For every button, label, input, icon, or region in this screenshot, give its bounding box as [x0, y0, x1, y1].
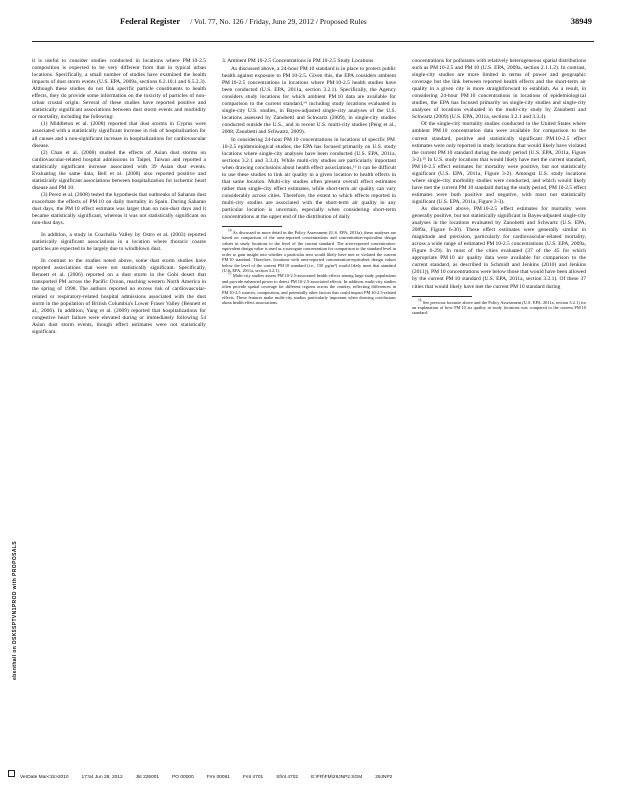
footer-file: E:\FR\FM\29JNP2.SGM: [311, 774, 363, 780]
sidebar-margin-note: ebenthall on DSK5SPTVN1PROD with PROPOSALS: [12, 540, 18, 680]
footer-sfmt: Sfmt 4702: [276, 774, 299, 780]
page-number: 38949: [570, 16, 592, 26]
footnote-mark: 15: [228, 271, 232, 276]
paragraph: In considering 24-hour PM 10 concentrations in locations of specific PM 10-2.5 epidemiological studies, the EPA has focused primarily on U.S. study locations where single-city analyses have been conducted (U.S. EPA, 2011a, sections 3.2.1 and 3.3.4). While multi-city studies are particularly important when drawing conclusions about health effect associations,¹⁵ it can be difficult to use these studies to link air quality in a given location to health effects in that same location. Multi-city studies often present overall effect estimates rather than single-city effect estimates, while short-term air quality can vary considerably across cities. Therefore, the extent to which effects reported in multi-city studies are associated with the short-term air quality in any particular location is uncertain, especially when considering short-term concentrations at the upper end of the distribution of daily: [222, 136, 396, 221]
footnote-text: See previous footnote above and the Policy Assessment (U.S. EPA, 2011a, section 3.2.1) for an explanation of how PM 10 air quality in study locations was compared to the current PM 10 standard.: [412, 299, 586, 316]
text-column-3: [412, 58, 586, 758]
paragraph: In contrast to the studies noted above, some dust storm studies have reported associations that were not statistically significant. Specifically, Bennett et al. (2006) reported on a dust storm in the Gobi desert that transported PM across the Pacific Ocean, reaching western North America in the spring of 1998. The authors reported no excess risk of cardiovascular-related or respiratory-related hospital admissions associated with the dust storm in the population of British Columbia's Lower Fraser Valley (Bennett et al., 2006). In addition, Yang et al. (2009) reported that hospitalizations for congestive heart failure were elevated during or immediately following 54 Asian dust storm events, though effect estimates were not statistically significant.: [32, 258, 206, 335]
header-rule: [32, 41, 594, 42]
footnote-text: As discussed in more detail in the Policy Assessment (U.S. EPA, 2011a), these analyses are based on comparison of the area-reported concentrations and concentration-equivalent design values in study locations to the level of the current standard. The area-reported concentration-equivalent design value is used as a surrogate concentration for comparison to the standard level in order to gain insight into whether a particular area would likely have met or violated the current PM 10 standard. Therefore, locations with area-reported concentration-equivalent design values below the level of the current PM 10 standard (i.e., 150 µg/m³) would likely meet that standard (U.S. EPA, 2011a, section 3.2.1).: [222, 230, 396, 273]
section-heading: 3. Ambient PM 10-2.5 Concentrations in PM 10-2.5 Study Locations: [222, 58, 374, 64]
footnote-rule: [222, 226, 282, 227]
footnote-text: Multi-city studies assess PM 10-2.5-associated health effects among large study populations and provide enhanced power to detect PM 10-2.5-associated effects. In addition, multi-city studies often provide spatial coverage for different regions across the country, reflecting differences in PM 10-2.5 sources, composition, and potentially other factors that could impact PM 10-2.5-related effects. These features make multi-city studies particularly important when drawing conclusions about health effect associations.: [222, 273, 396, 306]
paragraph: (2) Chan et al. (2008) studied the effects of Asian dust storms on cardiovascular-related hospital admissions in Taipei, Taiwan and reported a statistically significant increase associated with 39 Asian dust events. Evaluating the same data, Bell et al. (2008) also reported positive and statistically significant associations between hospitalization for ischemic heart disease and PM 10.: [32, 149, 206, 191]
text-column-1: [32, 58, 206, 758]
publication-title: Federal Register: [120, 16, 181, 26]
page-header: [0, 0, 618, 58]
footer-date-code: 29JNP2: [375, 774, 393, 780]
page-footer: [10, 771, 610, 783]
paragraph: (1) Middleton et al. (2008) reported that dust storms in Cyprus were associated with a statistically significant increase in risk of hospitalization for all causes and a non-significant increase in hospitalizations for cardiovascular disease.: [32, 121, 206, 149]
paragraph: Of the single-city mortality studies conducted in the United States where ambient PM 10 concentration data were available for comparison to the current standard, positive and statistically significant PM 10-2.5 effect estimates were only reported in study locations that would likely have violated the current PM 10 standard during the study period (U.S. EPA, 2011a, Figure 3-2).¹⁶ In U.S. study locations that would likely have met the current standard, PM 10-2.5 effect estimates for mortality were positive, but not statistically significant (U.S. EPA, 2011a, Figure 3-2). Amongst U.S. study locations where single-city morbidity studies were conducted, and which would likely have met the current PM 10 standard during the study period, PM 10-2.5 effect estimates were both positive and negative, with most not statistically significant (U.S. EPA, 2011a, Figure 3-3).: [412, 121, 586, 205]
footnote-mark: 16: [418, 298, 422, 303]
footnote-mark: 14: [228, 228, 232, 233]
text-column-2: [222, 58, 396, 758]
paragraph: As discussed above, PM 10-2.5 effect estimates for mortality were generally positive, but not statistically significant in Bayes-adjusted single-city analyses in the locations evaluated by Zanobetti and Schwartz (U.S. EPA, 2009a, Figure 6-30). These effect estimates were generally similar in magnitude and precision, particularly for cardiovascular-related mortality, across a wide range of estimated PM 10-2.5 concentrations (U.S. EPA, 2009a, Figure 6-29). In most of the cities evaluated (37 of the 45 for which appropriate PM 10 air quality data were available for comparison to the current standard, as described in Schmidt and Jenkins (2010) and Jenkins (2011)), PM 10 concentrations were below those that would have been allowed by the current PM 10 standard (U.S. EPA, 2011a, section 3.2.1). Of these 37 cities that would likely have met the current PM 10 standard during: [412, 205, 586, 290]
footer-po: PO 00000: [172, 774, 194, 780]
footnote: [222, 273, 396, 305]
footer-time: 17:54 Jun 28, 2012: [81, 774, 123, 780]
volume-issue-date: / Vol. 77, No. 126 / Friday, June 29, 2012 / Proposed Rules: [190, 17, 367, 26]
footnote: [412, 300, 586, 316]
footer-fmt: Fmt 4701: [242, 774, 264, 780]
paragraph: As discussed above, a 24-hour PM 10 standard is in place to protect public health against exposure to PM 10-2.5. Given this, the EPA considers ambient PM 10-2.5 concentrations in locations where PM 10-2.5 health studies have been conducted (U.S. EPA, 2011a, section 3.2.1). Specifically, the Agency considers study locations for which ambient PM 10 data are available for comparison to the current standard,¹⁴ including study locations evaluated in single-city U.S. studies, in Bayes-adjusted single-city analyses of the U.S. locations assessed by Zanobetti and Schwartz (2009), in single-city studies conducted outside the U.S., and in recent U.S. multi-city studies (Peng et al., 2008; Zanobetti and Schwartz, 2009).: [222, 66, 396, 136]
running-head: [32, 16, 592, 26]
paragraph: concentrations for pollutants with relatively heterogeneous spatial distributions such as PM 10-2.5 and PM 10 (U.S. EPA, 2009a, section 2.1.1.2). In contrast, single-city studies are more limited in terms of power and geographic coverage but the link between reported health effects and the short-term air quality in a given city is more straightforward to establish. As a result, in considering 24-hour PM 10 concentrations in locations of epidemiological studies, the EPA has focused primarily on single-city studies and single-city analyses of locations evaluated in the multi-city study by Zanobetti and Schwartz (2009) (U.S. EPA, 2011a, sections 3.2.1 and 3.3.4).: [412, 58, 586, 121]
footer-verdate: VerDate Mar<15>2010: [20, 774, 69, 780]
paragraph: it is useful to consider studies conducted in locations where PM 10-2.5 composition is expected to be very different from that in typical urban locations. Specifically, a small number of studies have examined the health impacts of dust storm events (U.S. EPA, 2009a, sections 6.2.10.1 and 6.5.2.3). Although these studies do not link specific particle constituents to health effects, they do provide some information on the toxicity of particles of non-urban crustal origin. Several of these studies have reported positive and statistically significant associations between dust storm events and morbidity or mortality, including the following:: [32, 58, 206, 121]
paragraph: In addition, a study in Coachella Valley by Ostro et al. (2003) reported statistically significant associations in a location where thoracic coarse particles are expected to be largely due to windblown dust.: [32, 232, 206, 253]
footnote-rule: [412, 296, 472, 297]
footnote: [222, 230, 396, 273]
paragraph: (3) Perez et al. (2008) tested the hypothesis that outbreaks of Saharan dust exacerbate the effects of PM 10 on daily mortality in Spain. During Saharan dust days, the PM 10 effect estimate was larger than on non-dust days and it became statistically significant, whereas it was not statistically significant on non-dust days.: [32, 191, 206, 227]
footer-frm: Frm 00061: [206, 774, 230, 780]
footer-jkt: Jkt 226001: [135, 774, 160, 780]
